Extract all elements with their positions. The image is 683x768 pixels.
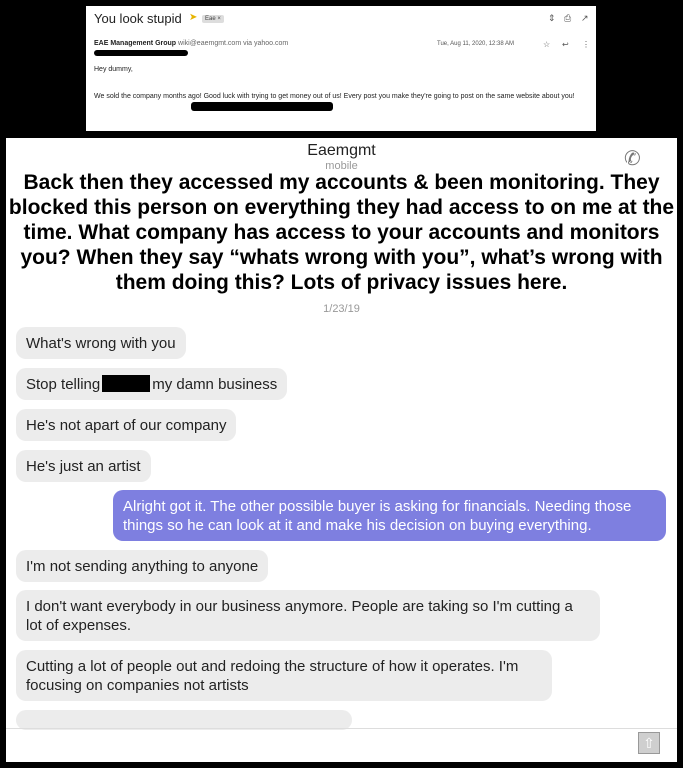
redacted-name xyxy=(102,375,150,392)
message-bubble-incoming xyxy=(16,327,186,359)
sender-name: EAE Management Group xyxy=(94,40,177,47)
email-date: Tue, Aug 11, 2020, 12:38 AM xyxy=(437,41,515,47)
sender-address: wiki@eaemgmt.com via yahoo.com xyxy=(178,40,289,47)
message-bubble-incoming xyxy=(16,650,552,701)
message-text: Stop telling xyxy=(26,376,101,393)
redaction-mark xyxy=(191,102,333,111)
email-body: We sold the company months ago! Good luck with trying to get money out of us! Every post you make they're going to post on the same website about you! xyxy=(94,93,575,100)
reply-icon[interactable]: ↩ xyxy=(562,40,569,49)
redaction-mark xyxy=(94,50,188,56)
caption-overlay: Back then they accessed my accounts & been monitoring. They blocked this person on everything they had access to on me at the time. What company has access to your accounts and monitors you? When they say “whats wrong with you”, what’s wrong with them doing this? Lots of privacy issues here. xyxy=(8,171,675,294)
print-icon[interactable]: ⎙ xyxy=(564,13,572,23)
message-text: I'm not sending anything to anyone xyxy=(26,558,259,575)
message-text: He's just an artist xyxy=(26,458,141,475)
scroll-to-top-icon[interactable]: ⇧ xyxy=(638,732,660,754)
message-text: I don't want everybody in our business anymore. People are taking so I'm cutting a lot of expenses. xyxy=(26,598,573,634)
message-bubble-incoming xyxy=(16,710,352,730)
message-bubble-incoming xyxy=(16,368,287,400)
message-bubble-incoming xyxy=(16,409,236,441)
phone-icon[interactable]: ✆ xyxy=(624,148,641,170)
contact-name: Eaemgmt xyxy=(307,142,376,159)
expand-icon[interactable]: ⇕ xyxy=(548,13,556,23)
email-label-chip[interactable]: Eae × xyxy=(202,15,224,23)
text-thread-screenshot xyxy=(6,138,677,762)
message-bubble-outgoing xyxy=(113,490,666,541)
email-subject: You look stupid xyxy=(94,11,182,26)
email-greeting: Hey dummy, xyxy=(94,66,133,73)
contact-subtitle: mobile xyxy=(325,160,358,172)
message-bubble-incoming xyxy=(16,590,600,641)
message-text: He's not apart of our company xyxy=(26,417,227,434)
open-new-window-icon[interactable]: ↗ xyxy=(581,13,589,23)
message-bubble-incoming xyxy=(16,450,151,482)
message-text: Cutting a lot of people out and redoing the structure of how it operates. I'm focusing on companies not artists xyxy=(26,658,519,694)
more-options-icon[interactable]: ⋮ xyxy=(582,40,590,49)
email-sender xyxy=(94,40,288,47)
message-text: Alright got it. The other possible buyer is asking for financials. Needing those things so he can look at it and make his decision on buying everything. xyxy=(123,498,632,534)
star-icon[interactable]: ☆ xyxy=(543,40,551,49)
message-date: 1/23/19 xyxy=(323,303,360,315)
divider xyxy=(6,728,677,729)
email-screenshot xyxy=(86,6,596,131)
message-text: my damn business xyxy=(152,376,278,393)
message-bubble-incoming xyxy=(16,550,268,582)
importance-marker-icon[interactable]: ➤ xyxy=(189,12,198,23)
message-text: What's wrong with you xyxy=(26,335,176,352)
